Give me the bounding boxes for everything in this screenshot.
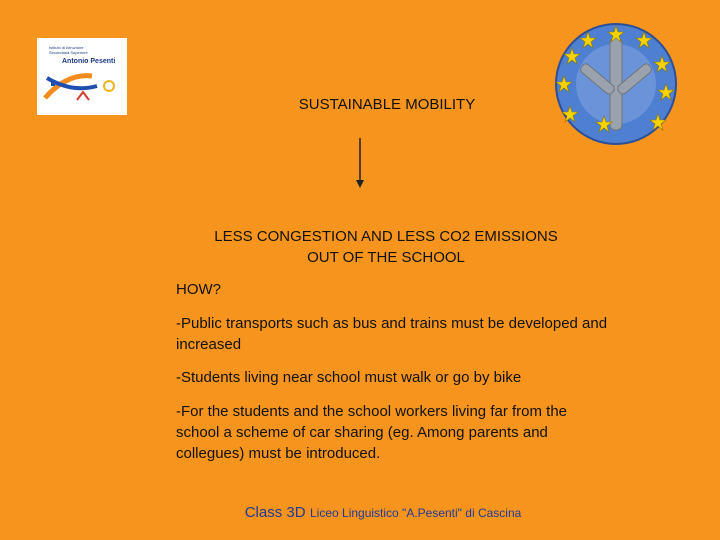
point-walk-bike: -Students living near school must walk or go by bike <box>176 369 522 386</box>
down-arrow-icon <box>350 138 370 190</box>
point-car-sharing: -For the students and the school workers living far from the school a scheme of car sharing (eg. Among parents and collegues) must be introduced. <box>176 403 568 462</box>
subtitle-line2: OUT OF THE SCHOOL <box>307 249 465 266</box>
peace-stars-emblem <box>554 22 678 146</box>
point-public-transport: -Public transports such as bus and trains must be developed and increased <box>176 315 608 353</box>
logo-school-name: Antonio Pesenti <box>62 58 116 65</box>
subtitle-line1: LESS CONGESTION AND LESS CO2 EMISSIONS <box>214 228 558 245</box>
footer-class-label: Class 3D <box>244 504 306 521</box>
logo-line2: Secondaria Superiore <box>49 50 88 55</box>
footer <box>0 504 720 522</box>
logo-caption <box>49 45 88 55</box>
how-heading: HOW? <box>176 281 221 298</box>
slide-title: SUSTAINABLE MOBILITY <box>298 96 476 113</box>
subtitle <box>170 226 602 268</box>
footer-school-name: Liceo Linguistico "A.Pesenti" di Cascina <box>310 506 522 520</box>
logo-line1: Istituto di Istruzione <box>49 45 84 50</box>
